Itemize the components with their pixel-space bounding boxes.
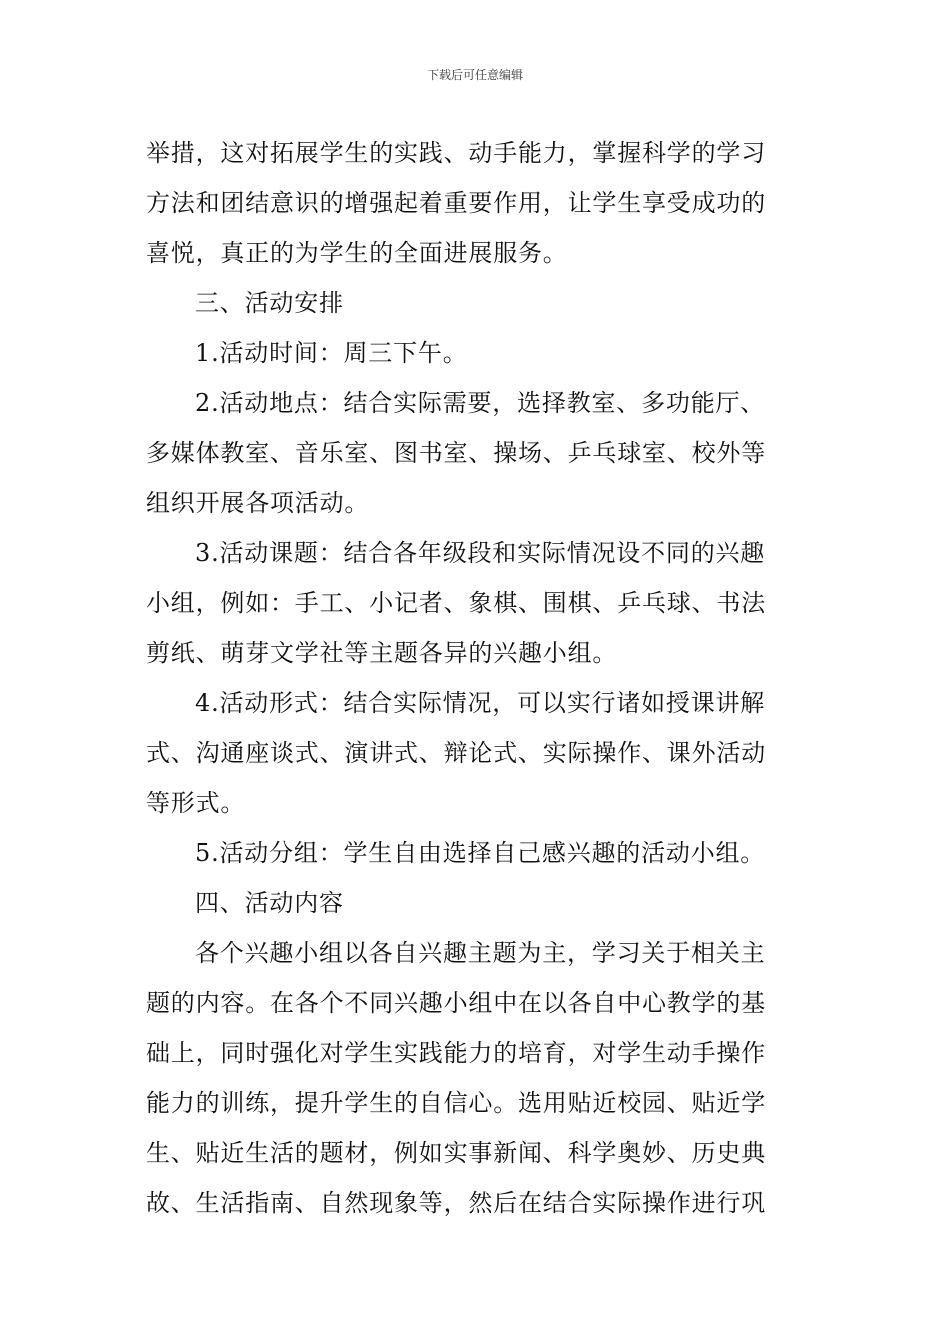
list-item-activity-format bbox=[146, 678, 808, 828]
text-line: 四、活动内容 bbox=[195, 889, 344, 917]
text-line: 多媒体教室、音乐室、图书室、操场、乒乓球室、校外等 bbox=[146, 439, 766, 467]
text-line: 组织开展各项活动。 bbox=[146, 489, 370, 517]
list-item-activity-grouping bbox=[146, 828, 808, 878]
list-item-activity-topics bbox=[146, 528, 808, 678]
text-line: 5.活动分组：学生自由选择自己感兴趣的活动小组。 bbox=[195, 839, 766, 867]
section-heading-activity-content bbox=[146, 878, 808, 928]
text-line: 生、贴近生活的题材，例如实事新闻、科学奥妙、历史典 bbox=[146, 1139, 766, 1167]
text-line: 题的内容。在各个不同兴趣小组中在以各自中心教学的基 bbox=[146, 989, 766, 1017]
text-line: 小组，例如：手工、小记者、象棋、围棋、乒乓球、书法 bbox=[146, 589, 766, 617]
text-line: 故、生活指南、自然现象等，然后在结合实际操作进行巩 bbox=[146, 1189, 766, 1217]
text-line: 能力的训练，提升学生的自信心。选用贴近校园、贴近学 bbox=[146, 1089, 766, 1117]
text-line: 2.活动地点：结合实际需要，选择教室、多功能厅、 bbox=[195, 389, 766, 417]
paragraph-activity-content bbox=[146, 928, 808, 1228]
paragraph-intro-continued bbox=[146, 128, 808, 278]
text-line: 础上，同时强化对学生实践能力的培育，对学生动手操作 bbox=[146, 1039, 766, 1067]
page-header: 下载后可任意编辑 bbox=[426, 68, 523, 82]
text-line: 各个兴趣小组以各自兴趣主题为主，学习关于相关主 bbox=[195, 939, 766, 967]
section-heading-activity-arrangement bbox=[146, 278, 808, 328]
text-line: 喜悦，真正的为学生的全面进展服务。 bbox=[146, 239, 568, 267]
document-body bbox=[146, 128, 808, 1228]
text-line: 方法和团结意识的增强起着重要作用，让学生享受成功的 bbox=[146, 189, 766, 217]
text-line: 剪纸、萌芽文学社等主题各异的兴趣小组。 bbox=[146, 639, 618, 667]
text-line: 1.活动时间：周三下午。 bbox=[195, 339, 468, 367]
text-line: 3.活动课题：结合各年级段和实际情况设不同的兴趣 bbox=[195, 539, 766, 567]
text-line: 式、沟通座谈式、演讲式、辩论式、实际操作、课外活动 bbox=[146, 739, 766, 767]
list-item-activity-location bbox=[146, 378, 808, 528]
text-line: 三、活动安排 bbox=[195, 289, 344, 317]
text-line: 举措，这对拓展学生的实践、动手能力，掌握科学的学习 bbox=[146, 139, 766, 167]
text-line: 4.活动形式：结合实际情况，可以实行诸如授课讲解 bbox=[195, 689, 766, 717]
text-line: 等形式。 bbox=[146, 789, 246, 817]
list-item-activity-time bbox=[146, 328, 808, 378]
